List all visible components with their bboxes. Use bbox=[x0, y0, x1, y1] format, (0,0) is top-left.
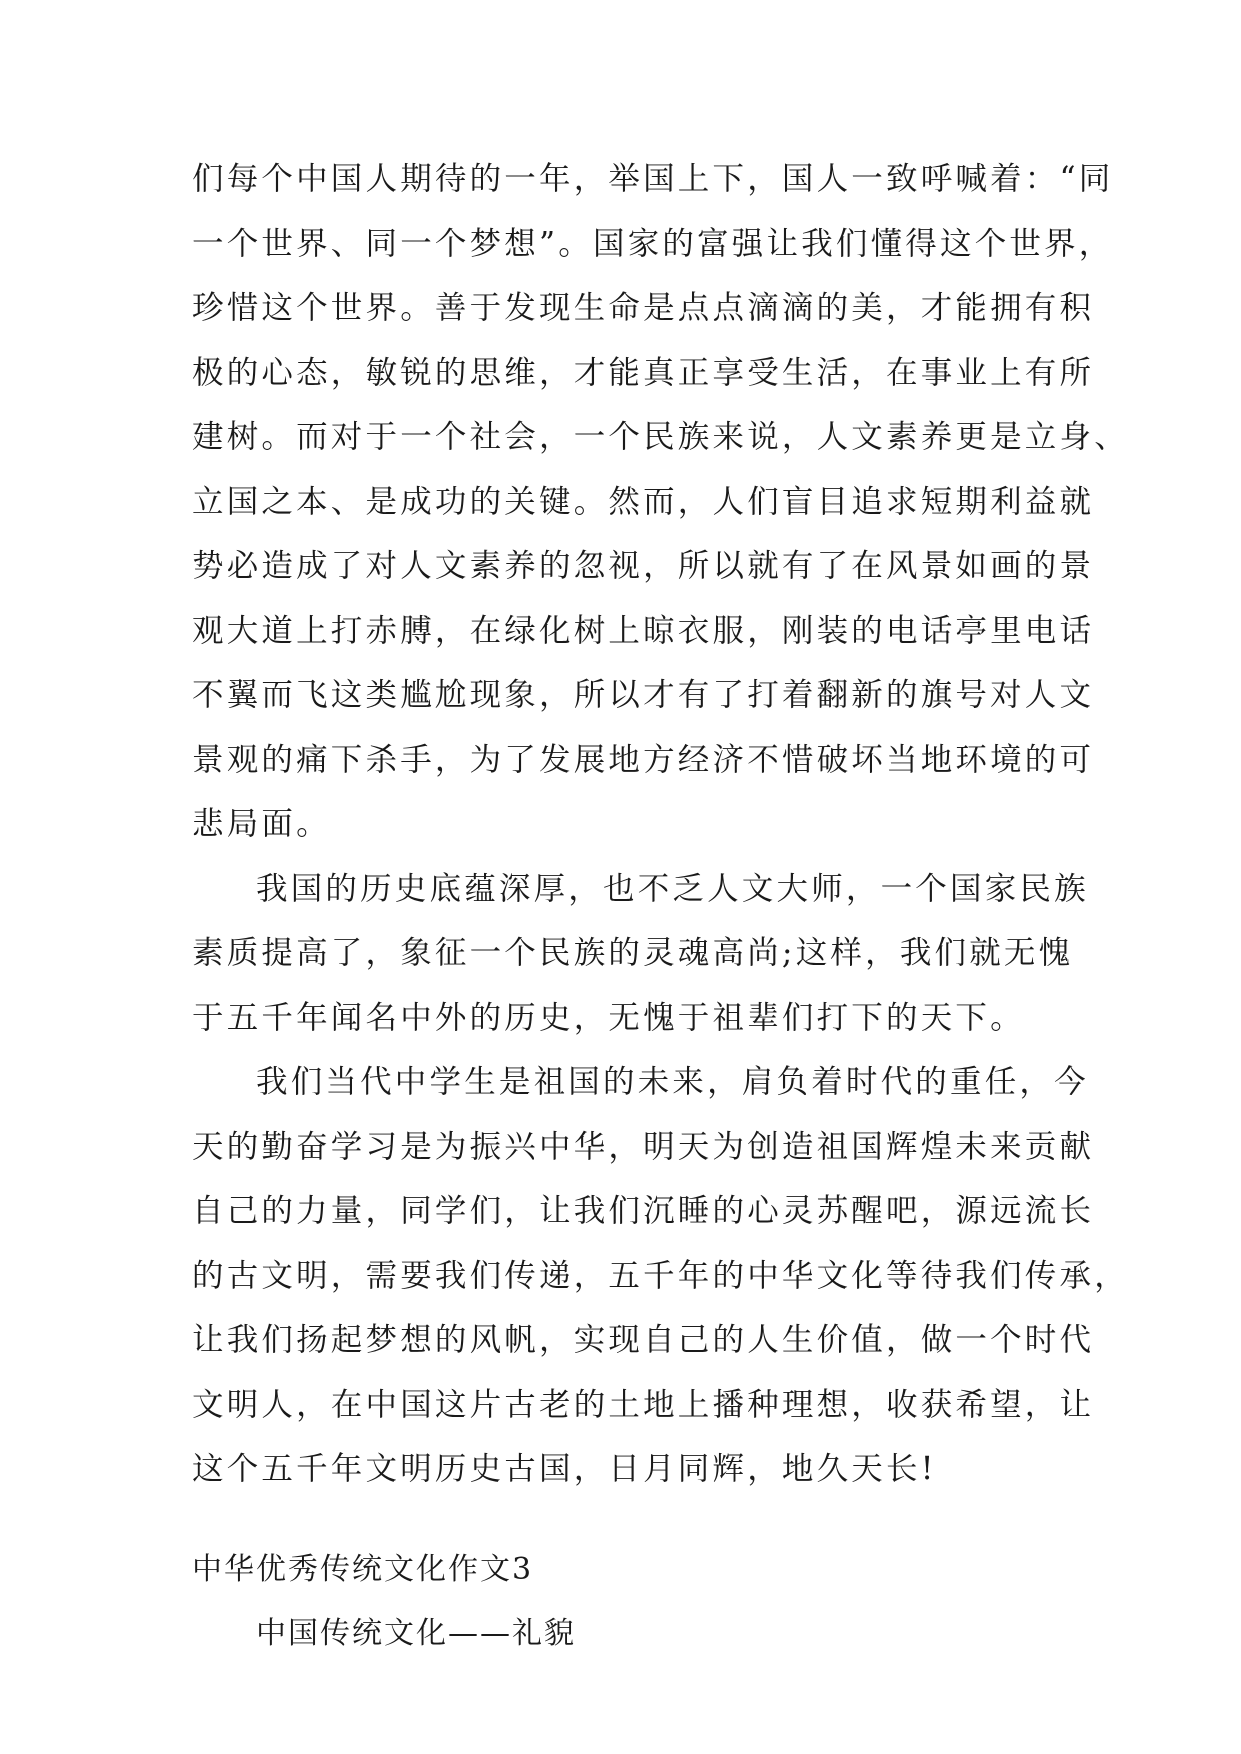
text-line: 让我们扬起梦想的风帆，实现自己的人生价值，做一个时代 bbox=[192, 1322, 1095, 1358]
text-line: 我们当代中学生是祖国的未来，肩负着时代的重任，今 bbox=[256, 1064, 1089, 1100]
section-spacer bbox=[192, 1517, 1072, 1553]
text-line: 天的勤奋学习是为振兴中华，明天为创造祖国辉煌未来贡献 bbox=[192, 1128, 1095, 1165]
text-line: 一个世界、同一个梦想”。国家的富强让我们懂得这个世界， bbox=[192, 225, 1114, 262]
text-line: 的古文明，需要我们传递，五千年的中华文化等待我们传承， bbox=[192, 1257, 1129, 1294]
text-line: 们每个中国人期待的一年，举国上下，国人一致呼喊着：“同 bbox=[192, 161, 1114, 197]
paragraph-3 bbox=[192, 1064, 1129, 1487]
text-line: 势必造成了对人文素养的忽视，所以就有了在风景如画的景 bbox=[192, 548, 1095, 584]
text-line: 素质提高了，象征一个民族的灵魂高尚;这样，我们就无愧 bbox=[192, 935, 1074, 971]
section-heading: 中华优秀传统文化作文3 bbox=[192, 1551, 534, 1587]
text-line: 我国的历史底蕴深厚，也不乏人文大师，一个国家民族 bbox=[256, 870, 1089, 907]
text-line: 这个五千年文明历史古国，日月同辉，地久天长! bbox=[192, 1451, 937, 1487]
text-line: 立国之本、是成功的关键。然而，人们盲目追求短期利益就 bbox=[192, 483, 1095, 520]
text-line: 景观的痛下杀手，为了发展地方经济不惜破坏当地环境的可 bbox=[192, 741, 1095, 778]
text-line: 于五千年闻名中外的历史，无愧于祖辈们打下的天下。 bbox=[192, 999, 1025, 1036]
text-line: 不翼而飞这类尴尬现象，所以才有了打着翻新的旗号对人文 bbox=[192, 677, 1095, 713]
text-line: 极的心态，敏锐的思维，才能真正享受生活，在事业上有所 bbox=[192, 354, 1095, 391]
text-line: 文明人，在中国这片古老的土地上播种理想，收获希望，让 bbox=[192, 1386, 1095, 1423]
text-line: 珍惜这个世界。善于发现生命是点点滴滴的美，才能拥有积 bbox=[192, 290, 1095, 326]
text-line: 建树。而对于一个社会，一个民族来说，人文素养更是立身、 bbox=[192, 419, 1129, 455]
paragraph-1 bbox=[192, 161, 1129, 842]
text-line: 自己的力量，同学们，让我们沉睡的心灵苏醒吧，源远流长 bbox=[192, 1193, 1095, 1229]
section-subheading: 中国传统文化——礼貌 bbox=[256, 1615, 576, 1651]
text-line: 悲局面。 bbox=[192, 806, 331, 842]
paragraph-2 bbox=[192, 870, 1089, 1036]
document-page bbox=[192, 161, 1129, 1651]
text-line: 观大道上打赤膊，在绿化树上晾衣服，刚装的电话亭里电话 bbox=[192, 612, 1095, 649]
